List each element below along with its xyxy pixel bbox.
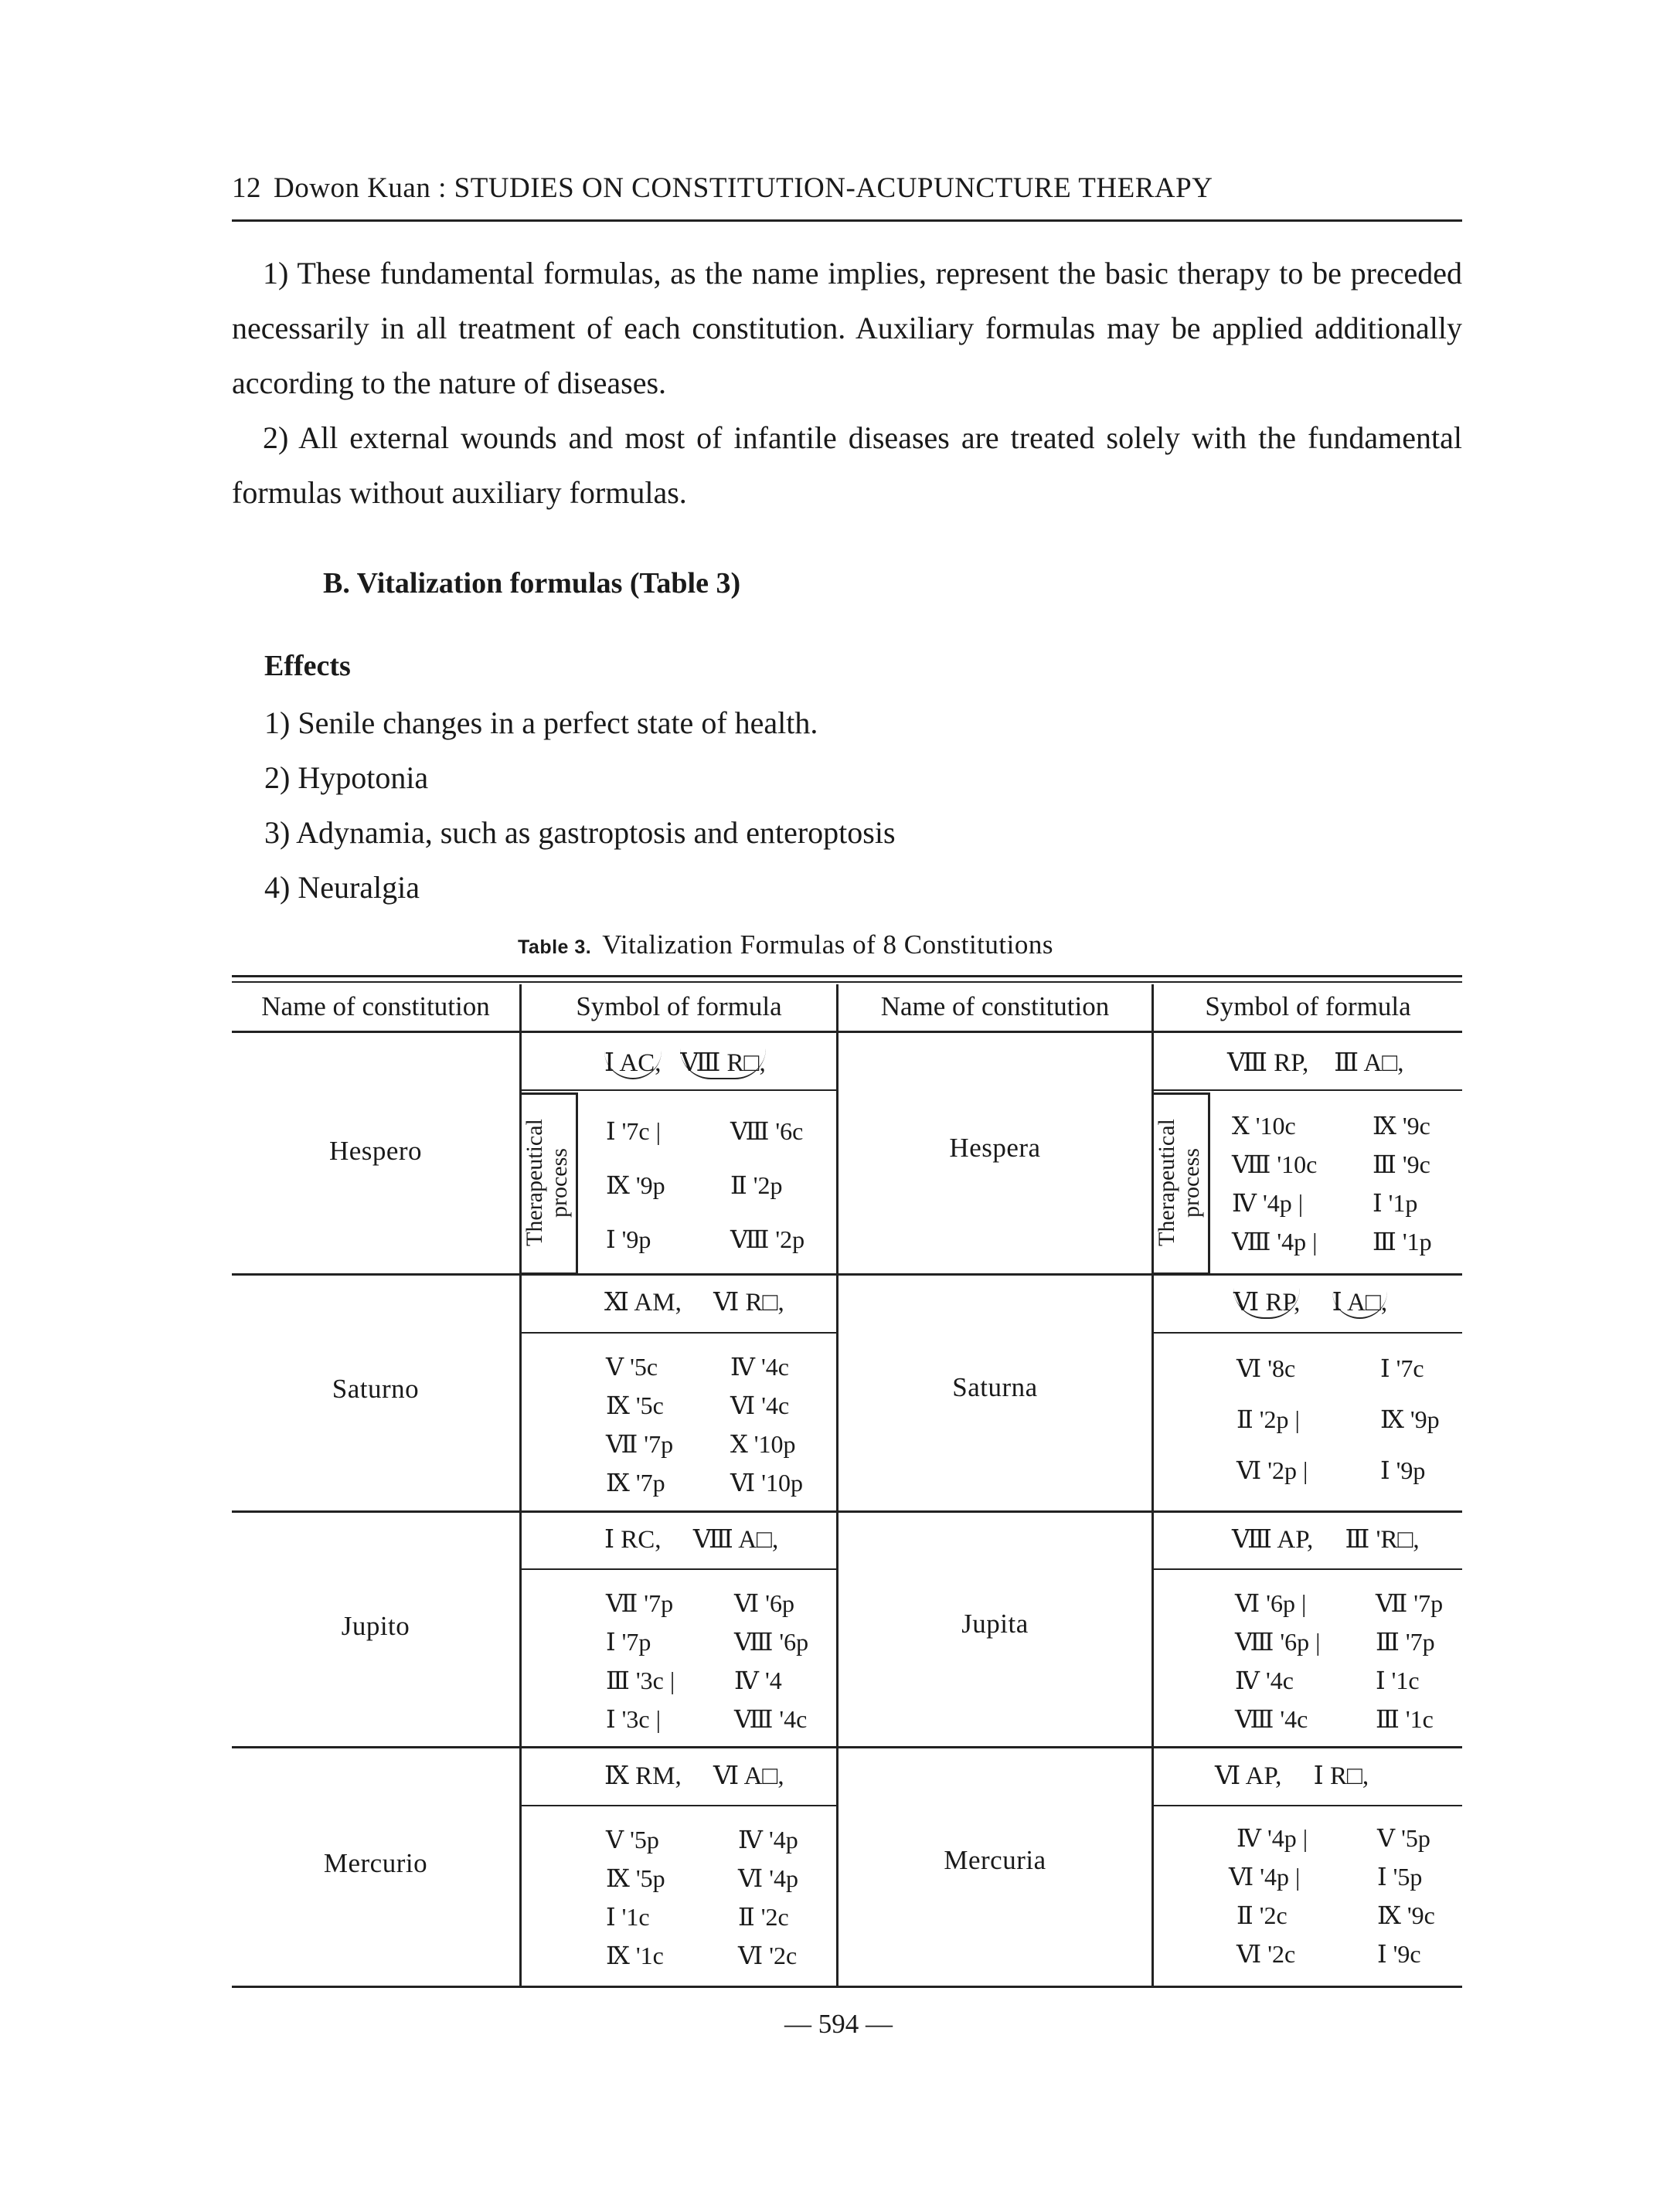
formula-point: Ⅸ '9p [1380,1405,1440,1433]
running-title: Dowon Kuan : STUDIES ON CONSTITUTION-ACUPUNCTURE THERAPY [274,172,1213,204]
formula-point: Ⅳ '4p | [1232,1189,1304,1217]
column-header-symbol-left: Symbol of formula [576,991,782,1021]
table-label: Table 3. [518,936,592,958]
table-caption-text: Vitalization Formulas of 8 Constitutions [602,929,1053,960]
formula-point: Ⅷ '4c [734,1705,808,1733]
formula-point: Ⅰ '7c | [606,1117,662,1145]
effects-list [264,695,896,915]
formula-point: Ⅳ '4c [730,1353,789,1381]
formula-point: Ⅹ '10c [1232,1112,1296,1140]
table-top-rule [232,975,1462,977]
formula-heading [1232,1524,1420,1555]
formula-symbol: Ⅵ RP, [1233,1286,1300,1319]
paragraph-2: 2) All external wounds and most of infantile diseases are treated solely with the fundamental formulas without auxiliary formulas. [232,420,1462,510]
formula-symbol: Ⅰ A□, [1332,1286,1387,1319]
formula-point: Ⅲ '3c | [606,1667,675,1694]
formula-head-rule [1151,1568,1462,1570]
formula-symbol: Ⅰ AC, [604,1047,662,1079]
formula-point: Ⅷ '10c [1232,1150,1318,1178]
formula-symbol: Ⅲ 'R□, [1345,1526,1420,1554]
formula-point: Ⅵ '2p | [1236,1456,1308,1484]
formula-point: Ⅹ '10p [730,1430,796,1458]
formula-heading [604,1286,784,1317]
constitution-name: Hespera [949,1133,1041,1163]
effects-heading: Effects [264,650,351,682]
formula-point: Ⅰ '9c [1377,1940,1421,1968]
constitution-name: Hespero [328,1136,423,1166]
formula-point: Ⅸ '9c [1377,1901,1435,1929]
column-header-name-right: Name of constitution [880,991,1110,1021]
header-rule [232,219,1462,222]
formula-point: Ⅸ '5p [606,1864,665,1892]
body-text [232,246,1462,520]
formula-point: Ⅰ '7p [606,1628,651,1656]
formula-symbol: Ⅲ A□, [1334,1049,1404,1077]
constitution-name: Saturna [952,1372,1038,1402]
formula-point: Ⅶ '7p [606,1430,674,1458]
formula-point: Ⅴ '5c [606,1353,658,1381]
formula-point: Ⅸ '9p [606,1171,665,1199]
constitution-name: Jupito [341,1611,410,1641]
formula-point: Ⅰ '9p [606,1225,651,1253]
formula-point: Ⅲ '9c [1373,1150,1430,1178]
formula-point: Ⅵ '10p [730,1469,803,1497]
table-bottom-rule [232,1986,1462,1988]
page-number: — 594 — [784,2009,893,2039]
formula-point: Ⅳ '4p [738,1826,798,1854]
formula-point: Ⅱ '2p [730,1171,783,1199]
table-top-rule-2 [232,981,1462,983]
paragraph-1: 1) These fundamental formulas, as the name implies, represent the basic therapy to be preceded necessarily in all treatment of each constitution. Auxiliary formulas may be applied additionally according to the nature of diseases. [232,256,1462,400]
formula-symbol: Ⅰ R□, [1313,1762,1369,1790]
formula-head-rule [1151,1805,1462,1806]
table-caption [518,929,1053,960]
formula-point: Ⅶ '7p [606,1589,674,1617]
formula-point: Ⅷ '6p | [1235,1628,1321,1656]
formula-symbol: Ⅺ AM, [604,1289,682,1317]
formula-heading [1227,1047,1403,1078]
section-heading: B. Vitalization formulas (Table 3) [323,567,741,600]
formula-point: Ⅰ '3c | [606,1705,662,1733]
effect-item: 3) Adynamia, such as gastroptosis and enteroptosis [264,815,896,850]
page-folio: 12 [232,172,261,204]
formula-point: Ⅳ '4p | [1236,1824,1308,1852]
formula-point: Ⅰ '1c [606,1903,650,1931]
formula-point: Ⅵ '2c [738,1942,798,1969]
formula-symbol: Ⅷ RP, [1227,1049,1309,1077]
formula-symbol: Ⅰ RC, [604,1526,662,1554]
constitution-name: Jupita [961,1609,1029,1639]
formula-point: Ⅲ '1p [1373,1228,1432,1256]
formula-symbol: Ⅵ A□, [713,1762,784,1790]
formula-point: Ⅴ '5p [606,1826,659,1854]
formula-point: Ⅱ '2p | [1236,1405,1300,1433]
header-bottom-rule [232,1031,1462,1033]
formula-head-rule [519,1568,836,1570]
formula-point: Ⅸ '1c [606,1942,664,1969]
row-rule-2 [232,1510,1462,1513]
formula-point: Ⅰ '1c [1376,1667,1420,1694]
row-rule-3 [232,1746,1462,1748]
constitution-name: Mercurio [323,1848,428,1878]
formula-head-rule [519,1332,836,1334]
formula-symbol: Ⅵ R□, [713,1289,784,1317]
formula-point: Ⅶ '7p [1376,1589,1444,1617]
formula-point: Ⅵ '4c [730,1391,790,1419]
effect-item: 1) Senile changes in a perfect state of health. [264,705,818,740]
formula-point: Ⅷ '4p | [1232,1228,1318,1256]
formula-point: Ⅷ '6c [730,1117,804,1145]
formula-point: Ⅸ '7p [606,1469,665,1497]
formula-heading [1233,1286,1387,1319]
effect-item: 4) Neuralgia [264,870,420,905]
formula-point: Ⅰ '5p [1377,1863,1423,1891]
formula-point: Ⅵ '6p [734,1589,794,1617]
formula-point: Ⅷ '2p [730,1225,805,1253]
formula-heading [1215,1760,1369,1791]
formula-head-rule [1151,1089,1462,1091]
formula-head-rule [519,1805,836,1806]
formula-point: Ⅱ '2c [738,1903,789,1931]
formula-head-rule [1151,1332,1462,1334]
formula-symbol: Ⅷ A□, [692,1526,779,1554]
formula-point: Ⅴ '5p [1377,1824,1430,1852]
formula-point: Ⅸ '9c [1373,1112,1430,1140]
constitution-name: Mercuria [944,1845,1046,1875]
formula-point: Ⅰ '9p [1380,1456,1426,1484]
formula-point: Ⅷ '6p [734,1628,809,1656]
formula-point: Ⅷ '4c [1235,1705,1308,1733]
formula-point: Ⅲ '7p [1376,1628,1435,1656]
formula-head-rule [519,1089,836,1091]
effect-item: 2) Hypotonia [264,760,429,795]
column-header-symbol-right: Symbol of formula [1205,991,1411,1021]
formula-heading [604,1524,778,1555]
formula-point: Ⅱ '2c [1236,1901,1288,1929]
formula-point: Ⅲ '1c [1376,1705,1434,1733]
formula-point: Ⅵ '8c [1236,1354,1296,1382]
row-rule-1 [232,1273,1462,1276]
therapeutic-process-label: Therapeutical process [522,1119,572,1247]
formula-symbol: Ⅷ AP, [1232,1526,1314,1554]
constitution-name: Saturno [332,1374,420,1404]
running-header [232,172,1462,205]
formula-point: Ⅵ '6p | [1235,1589,1307,1617]
formula-point: Ⅵ '4p | [1229,1863,1301,1891]
therapeutic-process-label: Therapeutical process [1154,1119,1204,1247]
formula-heading [604,1760,784,1791]
formula-symbol: Ⅵ AP, [1215,1762,1282,1790]
formula-point: Ⅳ '4 [734,1667,782,1694]
column-header-name-left: Name of constitution [261,991,490,1021]
formula-point: Ⅵ '2c [1236,1940,1296,1968]
formula-symbol: Ⅷ R□, [680,1047,765,1079]
formula-heading [604,1047,766,1079]
formula-symbol: Ⅸ RM, [604,1762,682,1790]
formula-point: Ⅵ '4p [738,1864,798,1892]
formula-point: Ⅰ '1p [1373,1189,1418,1217]
formula-point: Ⅳ '4c [1235,1667,1294,1694]
formula-point: Ⅰ '7c [1380,1354,1424,1382]
formula-point: Ⅸ '5c [606,1391,664,1419]
